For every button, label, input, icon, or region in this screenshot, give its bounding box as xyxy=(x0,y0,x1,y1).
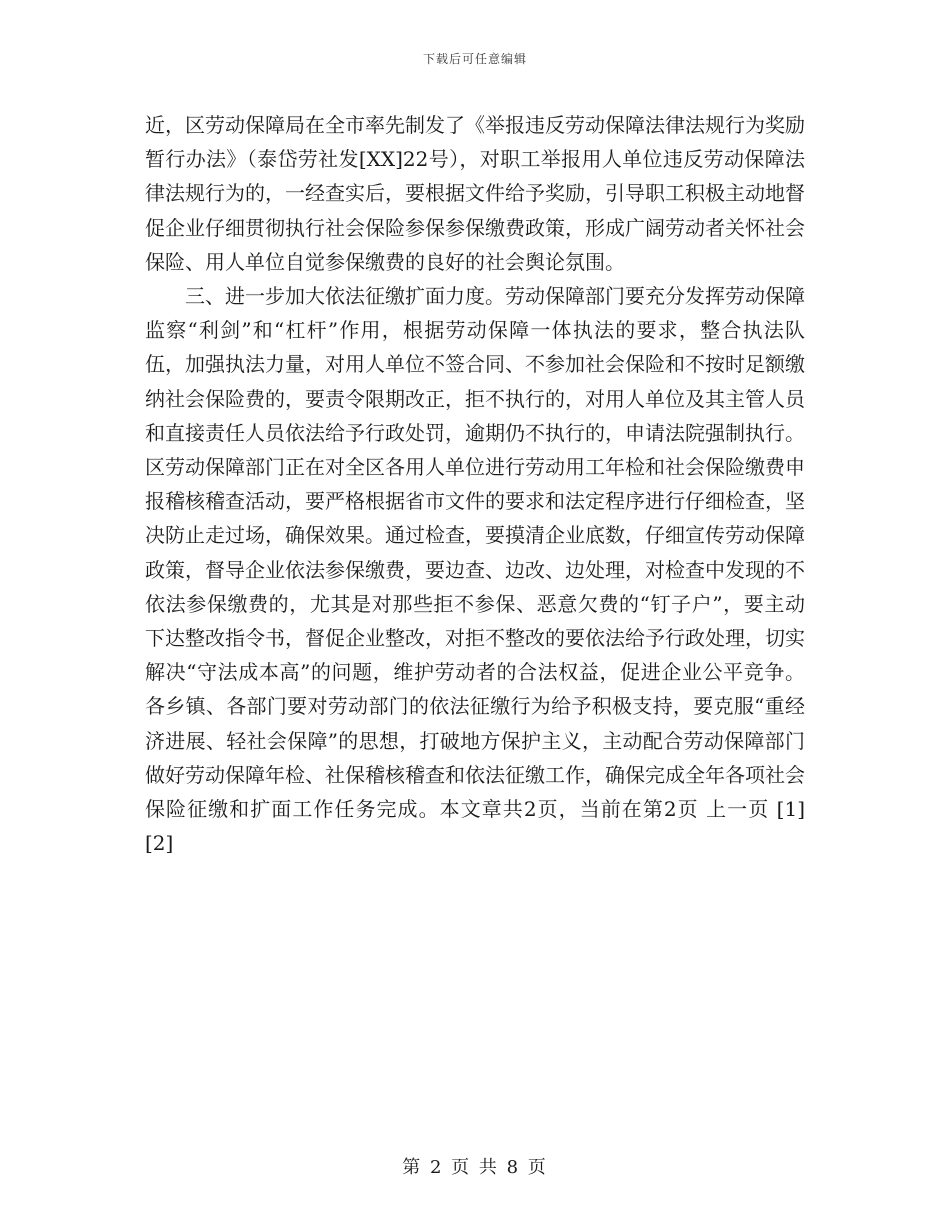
paragraph-2: 三、进一步加大依法征缴扩面力度。劳动保障部门要充分发挥劳动保障监察“利剑”和“杠杆”作用，根据劳动保障一体执法的要求，整合执法队伍，加强执法力量，对用人单位不签合同、不参加社会保险和不按时足额缴纳社会保险费的，要责令限期改正，拒不执行的，对用人单位及其主管人员和直接责任人员依法给予行政处罚，逾期仍不执行的，申请法院强制执行。区劳动保障部门正在对全区各用人单位进行劳动用工年检和社会保险缴费申报稽核稽查活动，要严格根据省市文件的要求和法定程序进行仔细检查，坚决防止走过场，确保效果。通过检查，要摸清企业底数，仔细宣传劳动保障政策，督导企业依法参保缴费，要边查、边改、边处理，对检查中发现的不依法参保缴费的，尤其是对那些拒不参保、恶意欠费的“钉子户”，要主动下达整改指令书，督促企业整改，对拒不整改的要依法给予行政处理，切实解决“守法成本高”的问题，维护劳动者的合法权益，促进企业公平竞争。各乡镇、各部门要对劳动部门的依法征缴行为给予积极支持，要克服“重经济进展、轻社会保障”的思想，打破地方保护主义，主动配合劳动保障部门做好劳动保障年检、社保稽核稽查和依法征缴工作，确保完成全年各项社会保险征缴和扩面工作任务完成。本文章共2页，当前在第2页 上一页 [1] [2] xyxy=(145,284,805,856)
page-header: 下载后可任意编辑 xyxy=(422,52,527,66)
paragraph-1: 近，区劳动保障局在全市率先制发了《举报违反劳动保障法律法规行为奖励暂行办法》（泰岱劳社发[XX]22号），对职工举报用人单位违反劳动保障法律法规行为的，一经查实后，要根据文件给予奖励，引导职工积极主动地督促企业仔细贯彻执行社会保险参保参保缴费政策，形成广阔劳动者关怀社会保险、用人单位自觉参保缴费的良好的社会舆论氛围。 xyxy=(145,113,805,274)
document-body xyxy=(145,108,805,860)
page-footer: 第 2 页 共 8 页 xyxy=(402,1157,548,1178)
